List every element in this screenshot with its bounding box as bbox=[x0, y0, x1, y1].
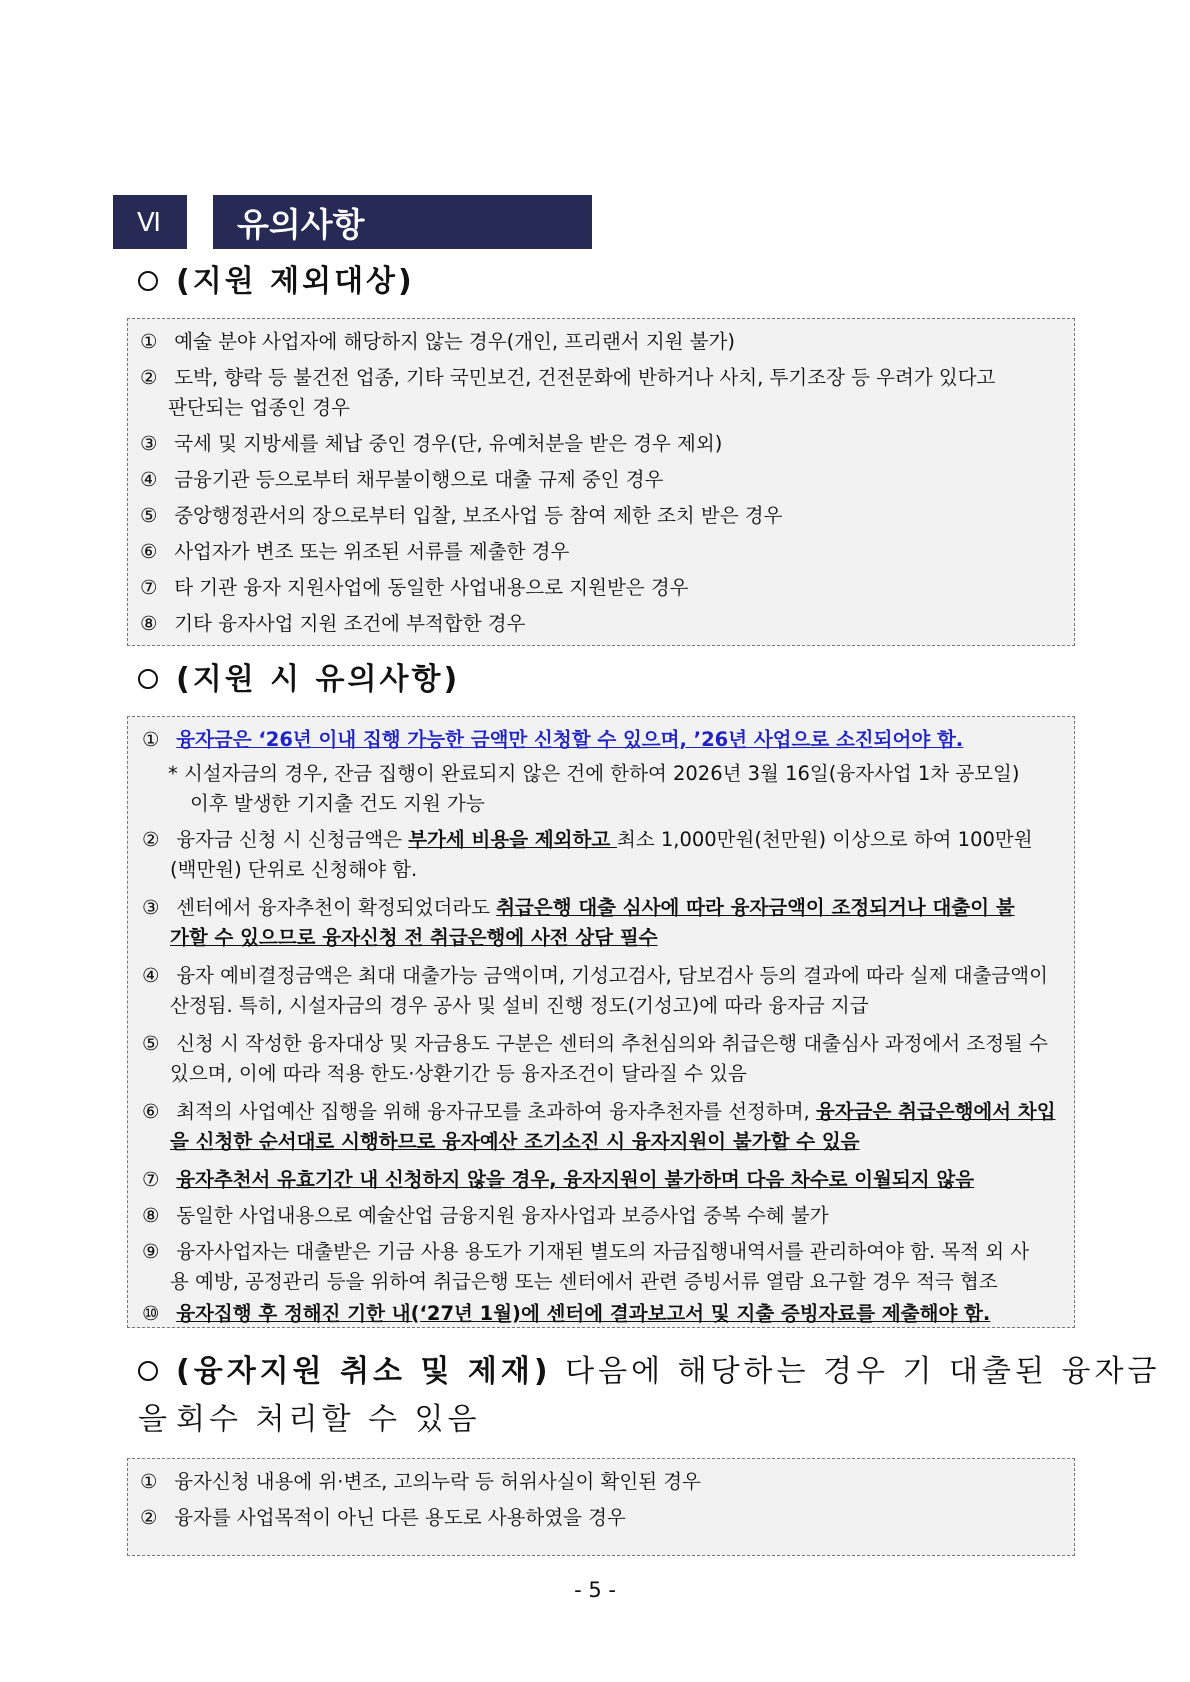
cautions-box bbox=[127, 716, 1075, 1328]
list-item: ② 도박, 향락 등 불건전 업종, 기타 국민보건, 건전문화에 반하거나 사치, 투기조장 등 우려가 있다고 bbox=[140, 366, 996, 389]
list-item: ⑤ 신청 시 작성한 융자대상 및 자금용도 구분은 센터의 추천심의와 취급은행 대출심사 과정에서 조정될 수 bbox=[142, 1032, 1048, 1055]
list-item: ⑧ 기타 융자사업 지원 조건에 부적합한 경우 bbox=[140, 612, 526, 635]
subsection-cancellation-title: (융자지원 취소 및 제재) 다음에 해당하는 경우 기 대출된 융자금을 bbox=[138, 1354, 1161, 1437]
list-item-continuation: (백만원) 단위로 신청해야 함. bbox=[170, 858, 418, 881]
subsection-cautions-title: (지원 시 유의사항) bbox=[138, 656, 460, 704]
note-line: 이후 발생한 기지출 건도 지원 가능 bbox=[190, 792, 485, 815]
circle-bullet-icon bbox=[138, 1361, 158, 1381]
list-item: ① 융자금은 ‘26년 이내 집행 가능한 금액만 신청할 수 있으며, ’26년 사업으로 소진되어야 함. bbox=[142, 728, 964, 751]
list-item: ④ 융자 예비결정금액은 최대 대출가능 금액이며, 기성고검사, 담보검사 등의 결과에 따라 실제 대출금액이 bbox=[142, 964, 1048, 987]
list-item: ③ 국세 및 지방세를 체납 중인 경우(단, 유예처분을 받은 경우 제외) bbox=[140, 432, 723, 455]
page-number: - 5 - bbox=[574, 1578, 616, 1602]
list-item: ⑥ 사업자가 변조 또는 위조된 서류를 제출한 경우 bbox=[140, 540, 570, 563]
section-header bbox=[113, 195, 592, 249]
list-item: ③ 센터에서 융자추천이 확정되었더라도 취급은행 대출 심사에 따라 융자금액이 조정되거나 대출이 불 bbox=[142, 896, 1015, 919]
list-item: ① 예술 분야 사업자에 해당하지 않는 경우(개인, 프리랜서 지원 불가) bbox=[140, 330, 735, 353]
cancellation-box bbox=[127, 1458, 1075, 1556]
list-item: ② 융자금 신청 시 신청금액은 부가세 비용을 제외하고 최소 1,000만원(천만원) 이상으로 하여 100만원 bbox=[142, 828, 1033, 851]
list-item: ④ 금융기관 등으로부터 채무불이행으로 대출 규제 중인 경우 bbox=[140, 468, 664, 491]
list-item-continuation: 산정됨. 특히, 시설자금의 경우 공사 및 설비 진행 정도(기성고)에 따라 융자금 지급 bbox=[170, 994, 869, 1017]
list-item: ⑦ 타 기관 융자 지원사업에 동일한 사업내용으로 지원받은 경우 bbox=[140, 576, 689, 599]
section-title: 유의사항 bbox=[213, 195, 592, 249]
list-item: ⑩ 융자집행 후 정해진 기한 내(‘27년 1월)에 센터에 결과보고서 및 지출 증빙자료를 제출해야 함. bbox=[142, 1302, 991, 1325]
list-item: ⑥ 최적의 사업예산 집행을 위해 융자규모를 초과하여 융자추천자를 선정하며, 융자금은 취급은행에서 차입 bbox=[142, 1100, 1056, 1123]
subsection-exclusions-title: (지원 제외대상) bbox=[138, 258, 415, 306]
list-item-continuation: 을 신청한 순서대로 시행하므로 융자예산 조기소진 시 융자지원이 불가할 수 있음 bbox=[170, 1130, 860, 1153]
list-item: ⑦ 융자추천서 유효기간 내 신청하지 않을 경우, 융자지원이 불가하며 다음 차수로 이월되지 않음 bbox=[142, 1168, 975, 1191]
note-line: * 시설자금의 경우, 잔금 집행이 완료되지 않은 건에 한하여 2026년 3월 16일(융자사업 1차 공모일) bbox=[168, 762, 1020, 785]
list-item: ⑤ 중앙행정관서의 장으로부터 입찰, 보조사업 등 참여 제한 조치 받은 경우 bbox=[140, 504, 783, 527]
list-item: ② 융자를 사업목적이 아닌 다른 용도로 사용하였을 경우 bbox=[140, 1506, 626, 1529]
list-item: ⑧ 동일한 사업내용으로 예술산업 금융지원 융자사업과 보증사업 중복 수혜 불가 bbox=[142, 1204, 829, 1227]
list-item-continuation: 있으며, 이에 따라 적용 한도·상환기간 등 융자조건이 달라질 수 있음 bbox=[170, 1062, 747, 1085]
list-item: ⑨ 융자사업자는 대출받은 기금 사용 용도가 기재된 별도의 자금집행내역서를 관리하여야 함. 목적 외 사 bbox=[142, 1240, 1030, 1263]
list-item-continuation: 용 예방, 공정관리 등을 위하여 취급은행 또는 센터에서 관련 증빙서류 열람 요구할 경우 적극 협조 bbox=[170, 1270, 998, 1293]
circle-bullet-icon bbox=[138, 669, 158, 689]
circle-bullet-icon bbox=[138, 271, 158, 291]
subsection-cancellation-title-cont: 회수 처리할 수 있음 bbox=[176, 1402, 481, 1437]
section-number: Ⅵ bbox=[113, 195, 187, 249]
list-item: ① 융자신청 내용에 위·변조, 고의누락 등 허위사실이 확인된 경우 bbox=[140, 1470, 701, 1493]
list-item-continuation: 판단되는 업종인 경우 bbox=[168, 396, 350, 419]
exclusions-box bbox=[127, 318, 1075, 646]
list-item-continuation: 가할 수 있으므로 융자신청 전 취급은행에 사전 상담 필수 bbox=[170, 926, 658, 949]
